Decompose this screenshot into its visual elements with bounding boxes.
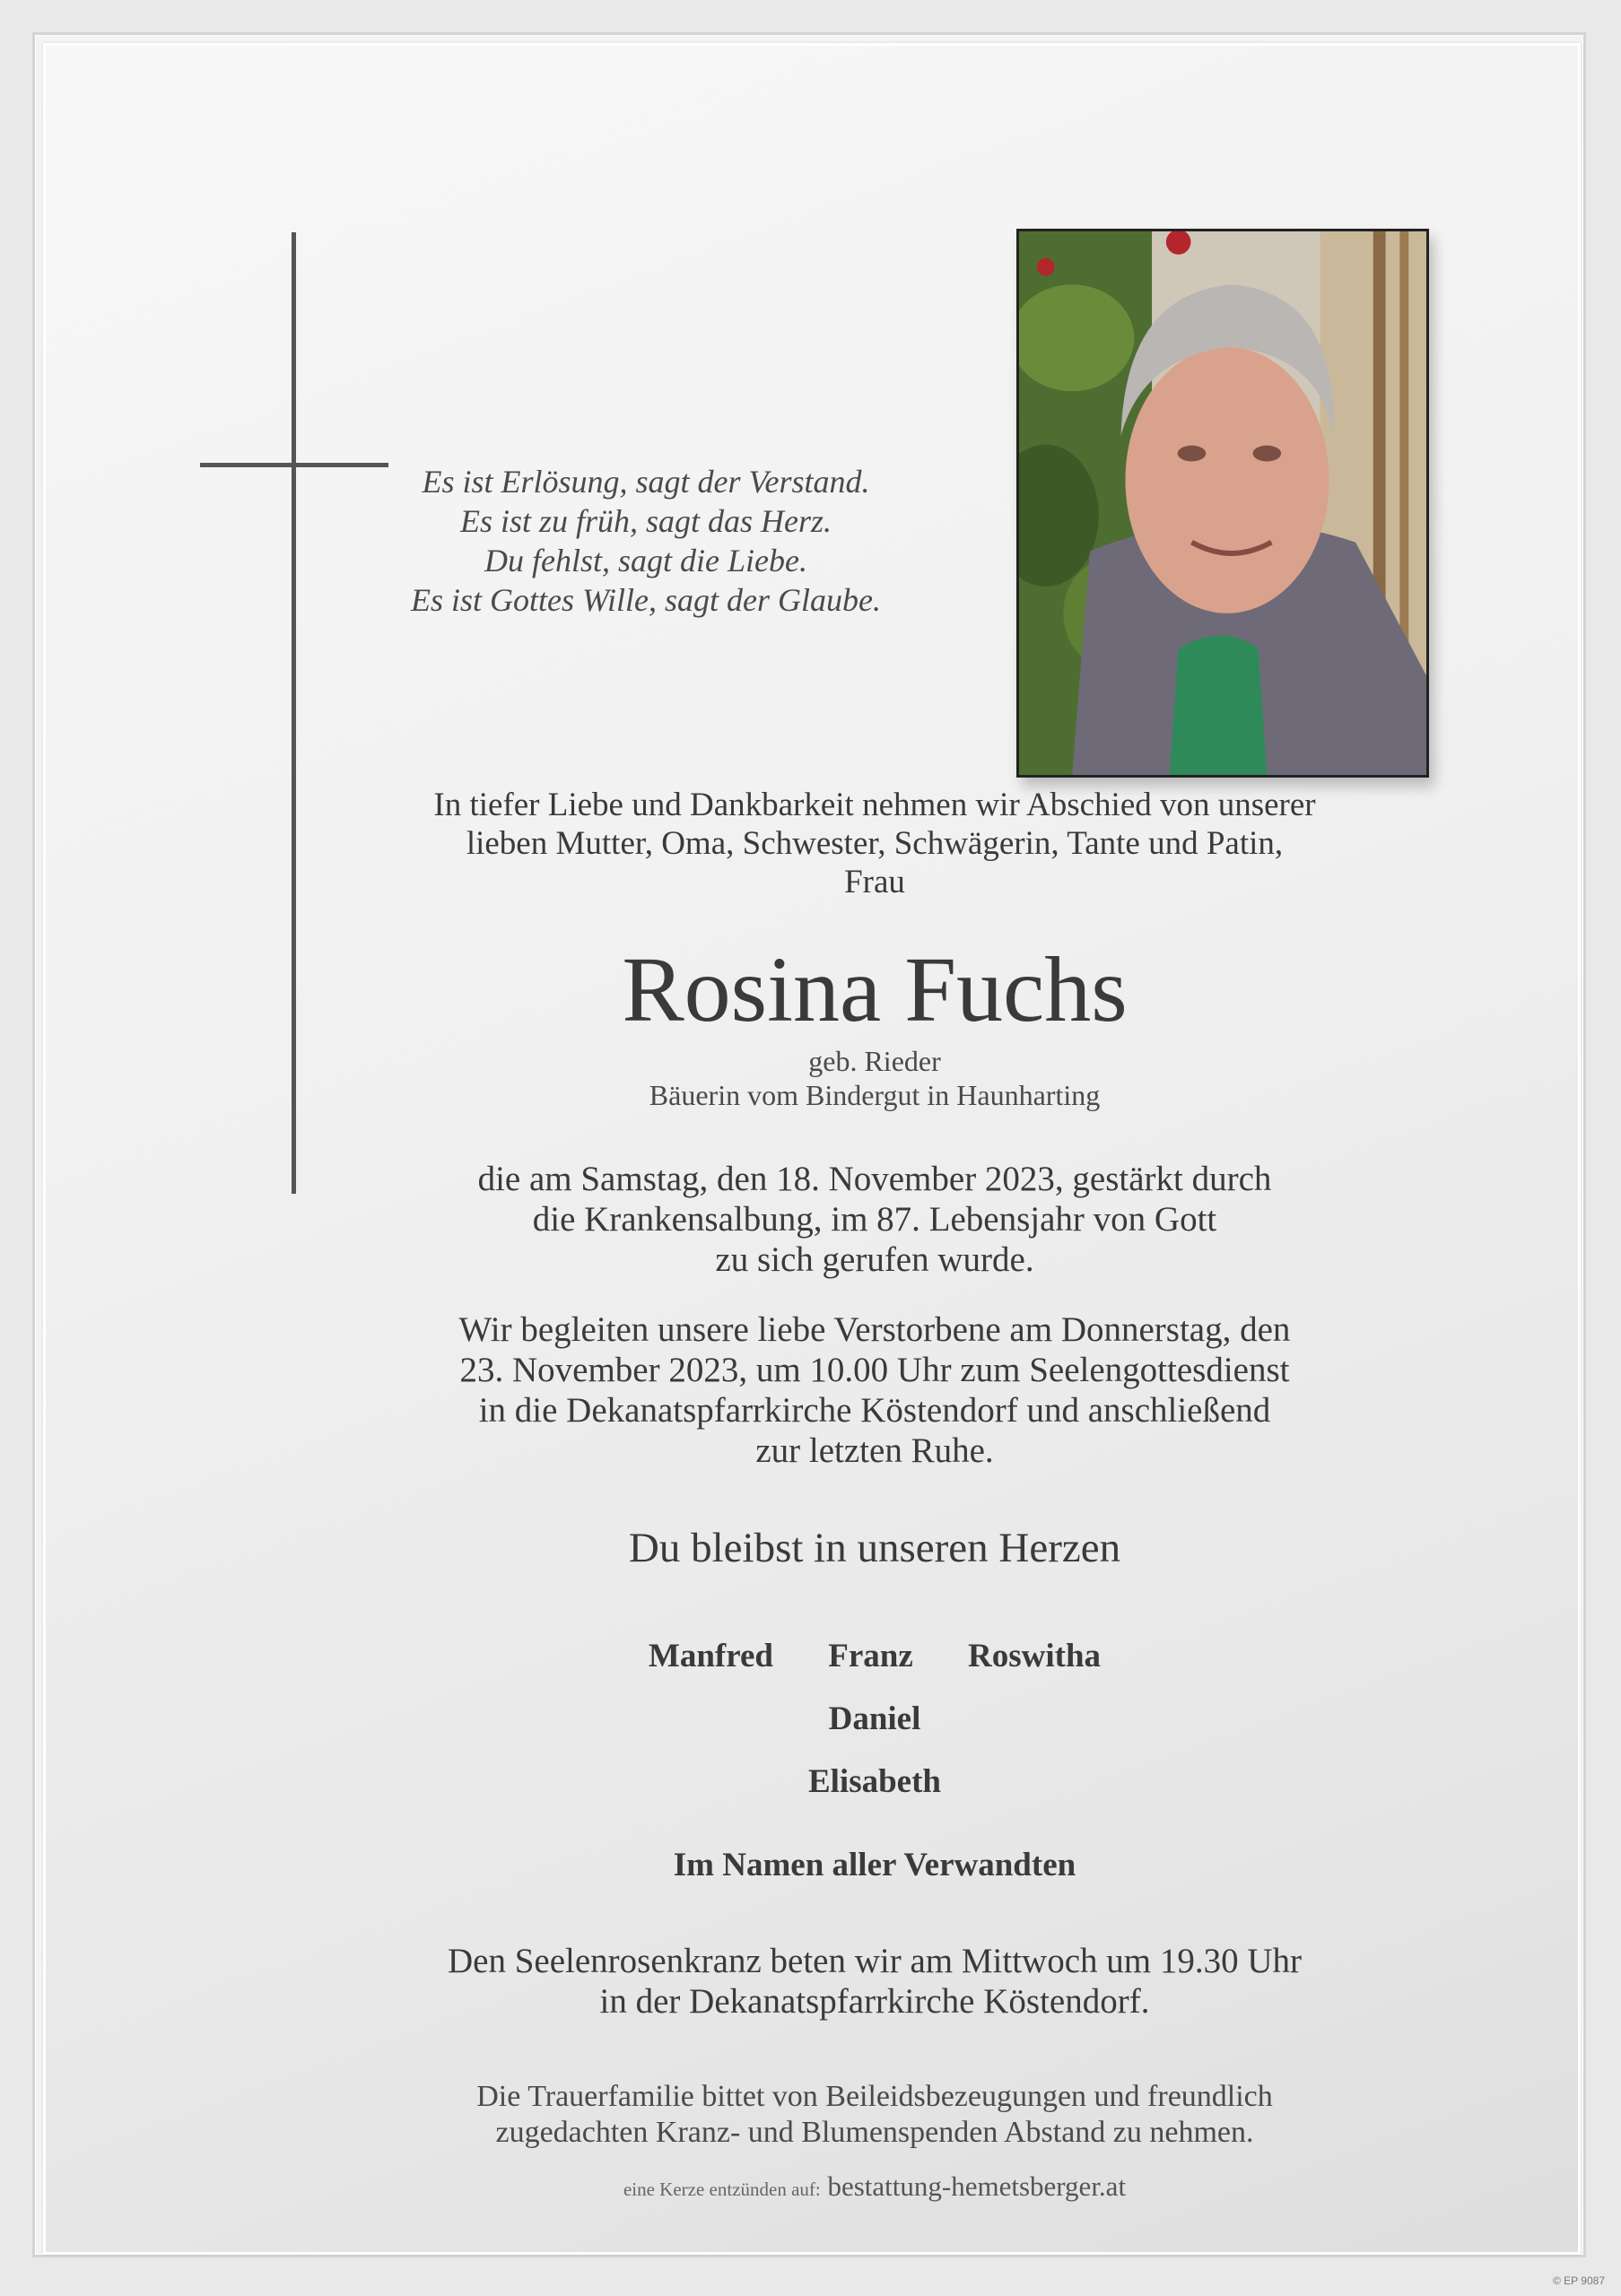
quote-line: Es ist Erlösung, sagt der Verstand. (422, 464, 870, 500)
mourners-row (269, 1625, 1480, 1688)
request-line: Die Trauerfamilie bittet von Beileidsbezeugungen und freundlich (476, 2080, 1273, 2113)
burial-line: Wir begleiten unsere liebe Verstorbene am Donnerstag, den (458, 1310, 1291, 1349)
mourner-name: Roswitha (968, 1638, 1102, 1674)
mourner-name: Daniel (828, 1700, 921, 1737)
death-notice-line: zu sich gerufen wurde. (715, 1240, 1034, 1279)
mourner-name: Elisabeth (807, 1763, 942, 1800)
occupation: Bäuerin vom Bindergut in Haunharting (649, 1079, 1101, 1111)
deceased-name: Rosina Fuchs (622, 938, 1128, 1041)
portrait-photo (1016, 229, 1429, 778)
quote-poem (341, 462, 951, 620)
obituary-card (43, 43, 1581, 2255)
motto: Du bleibst in unseren Herzen (628, 1525, 1121, 1571)
quote-line: Es ist Gottes Wille, sagt der Glaube. (411, 582, 881, 618)
burial-line: zur letzten Ruhe. (755, 1431, 994, 1470)
death-notice (269, 1159, 1480, 1280)
rosary-line: Den Seelenrosenkranz beten wir am Mittwoch um 19.30 Uhr (448, 1942, 1302, 1980)
rosary-line: in der Dekanatspfarrkirche Köstendorf. (599, 1982, 1150, 2021)
burial-line: in die Dekanatspfarrkirche Köstendorf und anschließend (478, 1391, 1271, 1430)
candle-site-link[interactable]: bestattung-hemetsberger.at (827, 2170, 1127, 2202)
family-request (269, 2079, 1480, 2151)
request-line: zugedachten Kranz- und Blumenspenden Abstand zu nehmen. (495, 2116, 1254, 2149)
quote-line: Es ist zu früh, sagt das Herz. (459, 503, 832, 539)
burial-notice (269, 1309, 1480, 1471)
mourner-name: Franz (828, 1638, 913, 1674)
death-notice-line: die Krankensalbung, im 87. Lebensjahr von Gott (532, 1200, 1217, 1239)
maiden-name: geb. Rieder (808, 1045, 941, 1077)
death-notice-line: die am Samstag, den 18. November 2023, gestärkt durch (477, 1160, 1272, 1198)
burial-line: 23. November 2023, um 10.00 Uhr zum Seelengottesdienst (459, 1351, 1290, 1389)
intro-line: Frau (844, 864, 905, 900)
relatives-line: Im Namen aller Verwandten (673, 1847, 1076, 1883)
deceased-details (269, 1044, 1480, 1112)
mourner-name: Manfred (648, 1638, 773, 1674)
candle-link-line (269, 2170, 1480, 2203)
rosary-notice (269, 1941, 1480, 2022)
mourners-list (269, 1625, 1480, 1813)
quote-line: Du fehlst, sagt die Liebe. (484, 543, 807, 578)
candle-prefix: eine Kerze entzünden auf: (623, 2179, 821, 2200)
intro-line: lieben Mutter, Oma, Schwester, Schwägerin, Tante und Patin, (466, 825, 1284, 862)
intro-line: In tiefer Liebe und Dankbarkeit nehmen wir Abschied von unserer (433, 787, 1316, 823)
intro-text (269, 786, 1480, 901)
product-code: © EP 9087 (1553, 2274, 1605, 2287)
